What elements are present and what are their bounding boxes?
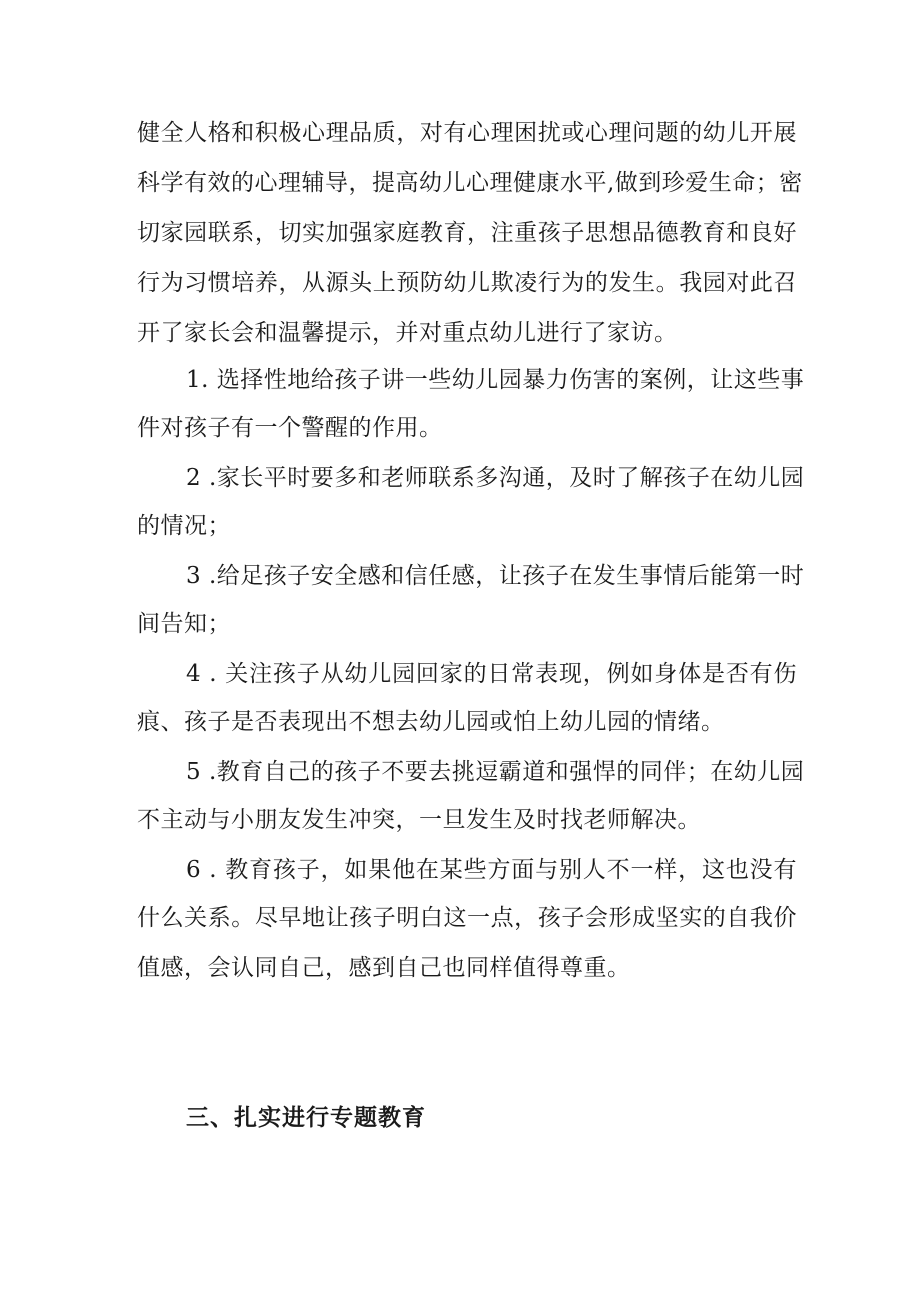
list-item-1-line-2: 件对孩子有一个警醒的作用。 <box>137 415 443 441</box>
intro-line-1: 健全人格和积极心理品质，对有心理困扰或心理问题的幼儿开展 <box>137 120 797 146</box>
list-item-6-line-3: 值感，会认同自己，感到自己也同样值得尊重。 <box>137 955 631 981</box>
list-item-1-line-1: 1. 选择性地给孩子讲一些幼儿园暴力伤害的案例，让这些事 <box>186 367 805 393</box>
list-item-4-line-2: 痕、孩子是否表现出不想去幼儿园或怕上幼儿园的情绪。 <box>137 709 725 735</box>
list-item-6-line-2: 什么关系。尽早地让孩子明白这一点，孩子会形成坚实的自我价 <box>137 905 797 931</box>
list-item-6-line-1: 6 . 教育孩子，如果他在某些方面与别人不一样，这也没有 <box>186 857 797 883</box>
list-item-5-line-2: 不主动与小朋友发生冲突，一旦发生及时找老师解决。 <box>137 807 701 833</box>
list-item-3-line-1: 3 .给足孩子安全感和信任感，让孩子在发生事情后能第一时 <box>186 563 805 589</box>
intro-line-2: 科学有效的心理辅导，提高幼儿心理健康水平,做到珍爱生命；密 <box>137 170 803 196</box>
list-item-2-line-1: 2 .家长平时要多和老师联系多沟通，及时了解孩子在幼儿园 <box>186 465 805 491</box>
intro-line-3: 切家园联系，切实加强家庭教育，注重孩子思想品德教育和良好 <box>137 220 797 246</box>
intro-line-5: 开了家长会和温馨提示，并对重点幼儿进行了家访。 <box>137 320 678 346</box>
list-item-2-line-2: 的情况； <box>137 513 231 539</box>
list-item-4-line-1: 4 . 关注孩子从幼儿园回家的日常表现，例如身体是否有伤 <box>186 661 797 687</box>
list-item-3-line-2: 间告知； <box>137 611 231 637</box>
intro-line-4: 行为习惯培养，从源头上预防幼儿欺凌行为的发生。我园对此召 <box>137 270 797 296</box>
section-heading: 三、扎实进行专题教育 <box>186 1104 426 1131</box>
list-item-5-line-1: 5 .教育自己的孩子不要去挑逗霸道和强悍的同伴；在幼儿园 <box>186 759 805 785</box>
